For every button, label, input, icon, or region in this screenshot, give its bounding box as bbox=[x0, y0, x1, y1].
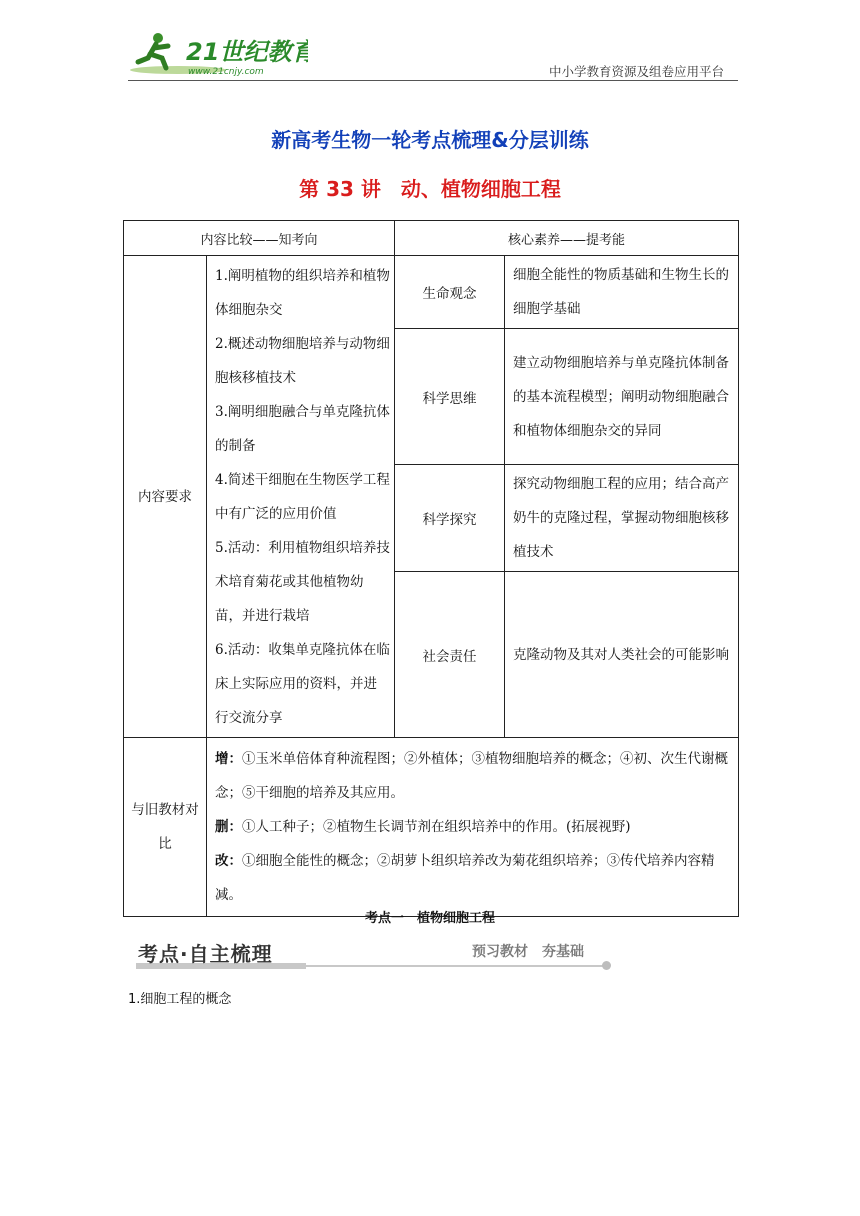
competency-desc: 探究动物细胞工程的应用；结合高产奶牛的克隆过程，掌握动物细胞核移植技术 bbox=[505, 465, 739, 572]
banner-dot bbox=[602, 961, 611, 970]
requirement-item: 6.活动：收集单克隆抗体在临床上实际应用的资料，并进行交流分享 bbox=[215, 642, 390, 726]
main-title: 新高考生物一轮考点梳理&分层训练 bbox=[271, 128, 589, 152]
compare-content bbox=[207, 738, 739, 917]
banner-title: 考点·自主梳理 bbox=[138, 942, 273, 966]
add-text: ①玉米单倍体育种流程图；②外植体；③植物细胞培养的概念；④初、次生代谢概念；⑤干细胞的培养及其应用。 bbox=[215, 751, 728, 801]
competency-name: 科学探究 bbox=[395, 465, 505, 572]
header-core-literacy: 核心素养——提考能 bbox=[395, 221, 739, 256]
requirements-list bbox=[207, 256, 395, 738]
content-table bbox=[123, 220, 739, 917]
competency-name: 科学思维 bbox=[395, 329, 505, 465]
change-text: ①细胞全能性的概念；②胡萝卜组织培养改为菊花组织培养；③传代培养内容精减。 bbox=[215, 853, 715, 903]
req-label: 内容要求 bbox=[124, 256, 207, 738]
competency-name: 社会责任 bbox=[395, 572, 505, 738]
banner-line bbox=[306, 965, 606, 967]
compare-label: 与旧教材对比 bbox=[124, 738, 207, 917]
banner-tag: 预习教材 夯基础 bbox=[472, 944, 584, 960]
requirement-item: 3.阐明细胞融合与单克隆抗体的制备 bbox=[215, 404, 390, 454]
competency-desc: 建立动物细胞培养与单克隆抗体制备的基本流程模型；阐明动物细胞融合和植物体细胞杂交的异同 bbox=[505, 329, 739, 465]
delete-label: 删： bbox=[215, 819, 242, 835]
section-banner bbox=[132, 938, 612, 970]
platform-name: 中小学教育资源及组卷应用平台 bbox=[548, 64, 724, 79]
section-subtitle: 考点一 植物细胞工程 bbox=[364, 911, 495, 926]
requirement-item: 4.简述干细胞在生物医学工程中有广泛的应用价值 bbox=[215, 472, 390, 522]
requirement-item: 1.阐明植物的组织培养和植物体细胞杂交 bbox=[215, 268, 390, 318]
svg-text:21世纪教育: 21世纪教育 bbox=[186, 38, 308, 66]
section-heading: 1.细胞工程的概念 bbox=[128, 992, 232, 1007]
change-label: 改： bbox=[215, 853, 242, 869]
delete-text: ①人工种子；②植物生长调节剂在组织培养中的作用。(拓展视野) bbox=[242, 819, 631, 835]
svg-text:www.21cnjy.com: www.21cnjy.com bbox=[188, 67, 264, 77]
competency-name: 生命观念 bbox=[395, 256, 505, 329]
logo bbox=[128, 28, 308, 80]
add-label: 增： bbox=[215, 751, 242, 767]
running-man-logo-icon bbox=[128, 28, 308, 80]
requirement-item: 2.概述动物细胞培养与动物细胞核移植技术 bbox=[215, 336, 390, 386]
header-content-compare: 内容比较——知考向 bbox=[124, 221, 395, 256]
competency-desc: 克隆动物及其对人类社会的可能影响 bbox=[505, 572, 739, 738]
competency-desc: 细胞全能性的物质基础和生物生长的细胞学基础 bbox=[505, 256, 739, 329]
header-rule bbox=[128, 80, 738, 81]
lecture-title: 第 33 讲 动、植物细胞工程 bbox=[299, 177, 561, 201]
requirement-item: 5.活动：利用植物组织培养技术培育菊花或其他植物幼苗，并进行栽培 bbox=[215, 540, 390, 624]
